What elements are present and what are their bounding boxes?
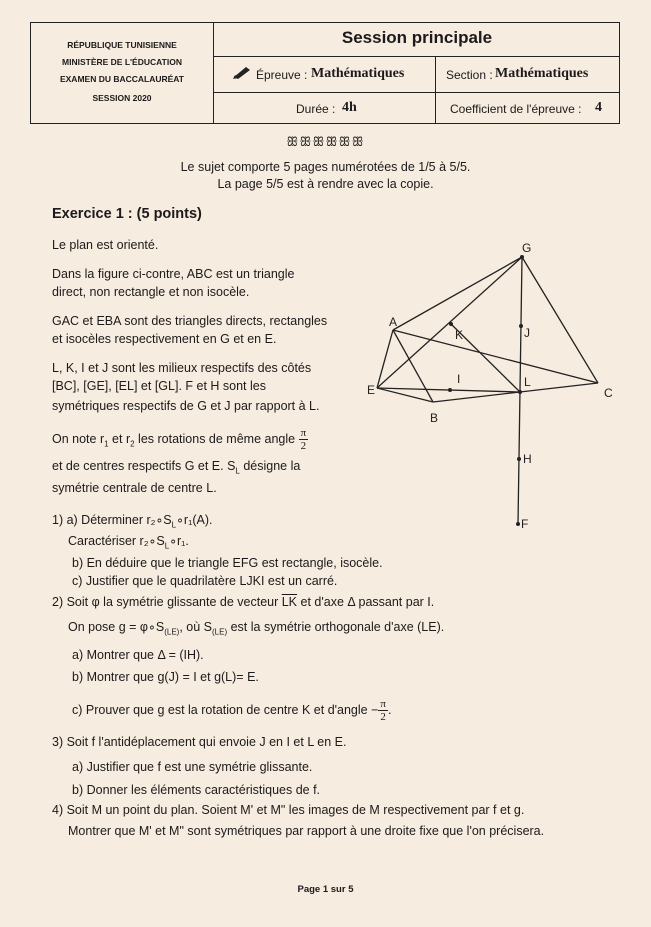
epreuve-label: Épreuve :: [256, 68, 308, 82]
q1a2-text: Caractériser r₂∘S: [68, 534, 165, 548]
duree-value: 4h: [342, 100, 357, 115]
statement-2b: direct, non rectangle et non isocèle.: [52, 285, 250, 299]
statement-4b-gl: [GL]: [154, 379, 179, 393]
official-line-3: EXAMEN DU BACCALAURÉAT: [59, 74, 185, 84]
segment-AC: [393, 330, 598, 383]
point-H: [517, 457, 521, 461]
point-G: [520, 255, 524, 259]
segment-AB: [393, 330, 433, 402]
question-3b: b) Donner les éléments caractéristiques de f.: [72, 783, 321, 797]
official-line-4: SESSION 2020: [92, 93, 152, 103]
section-value: Mathématiques: [495, 66, 589, 81]
label-A: A: [389, 315, 398, 329]
question-3a: a) Justifier que f est une symétrie glissante.: [72, 760, 313, 774]
label-I: I: [457, 372, 461, 386]
official-line-2: MINISTÈRE DE L'ÉDUCATION: [62, 57, 182, 67]
q1a-text: 1) a) Déterminer r₂∘S: [52, 513, 172, 527]
q2-end: et d'axe Δ passant par I.: [297, 595, 435, 609]
q2-text: 2) Soit φ la symétrie glissante de vecteur: [52, 595, 282, 609]
statement-5: On note $r_1$ et $r_2$ les rotations de même angle $\frac{\pi}{2}$: [52, 427, 307, 452]
segment-AE: [377, 330, 393, 388]
point-K: [449, 322, 453, 326]
q2b-sub-1: (LE): [164, 627, 180, 637]
statement-5a: On note r: [52, 431, 105, 446]
frac-den-b: 2: [380, 711, 386, 723]
statement-5c: les rotations de même angle: [134, 431, 296, 446]
label-C: C: [604, 386, 613, 400]
duree-label: Durée :: [296, 102, 336, 116]
epreuve-value: Mathématiques: [311, 66, 405, 81]
frac-num-b: π: [380, 698, 386, 710]
label-E: E: [367, 383, 376, 397]
label-B: B: [430, 411, 439, 425]
statement-5b: et r: [108, 431, 131, 446]
statement-4b-end: . F et H sont les: [178, 379, 266, 393]
label-F: F: [521, 517, 529, 531]
intro-line-2: La page 5/5 est à rendre avec la copie.: [217, 177, 434, 191]
question-2a: a) Montrer que Δ = (IH).: [72, 648, 204, 662]
statement-1: Le plan est orienté.: [52, 238, 159, 252]
statement-4a: L, K, I et J sont les milieux respectifs des côtés: [52, 361, 312, 375]
statement-7: symétrie centrale de centre L.: [52, 481, 217, 495]
statement-2a: Dans la figure ci-contre, ABC est un triangle: [52, 267, 295, 281]
statement-6b: désigne la: [239, 459, 301, 473]
point-F: [516, 522, 520, 526]
question-4b: Montrer que M' et M" sont symétriques par rapport à une droite fixe que l'on précisera.: [68, 824, 545, 838]
q2c-text: c) Prouver que g est la rotation de centre K et d'angle −: [72, 702, 379, 717]
statement-6-sub: L: [235, 466, 240, 476]
intro-line-1: Le sujet comporte 5 pages numérotées de 1/5 à 5/5.: [180, 160, 471, 174]
q2b-sub-2: (LE): [212, 627, 228, 637]
q1a-end: ∘r₁(A).: [176, 513, 213, 527]
ornament: ꕥꕥꕥꕥꕥꕥ: [286, 135, 365, 150]
question-2b: b) Montrer que g(J) = I et g(L)= E.: [72, 670, 259, 684]
question-1b: b) En déduire que le triangle EFG est rectangle, isocèle.: [72, 556, 383, 570]
point-L: [518, 390, 522, 394]
question-2c: c) Prouver que g est la rotation de centre K et d'angle − $\frac{\pi}{2}$ .: [72, 698, 392, 723]
question-1a: 1) a) Déterminer $r_2\circ S_L\circ r_1(A)$.: [52, 513, 213, 530]
coef-label: Coefficient de l'épreuve :: [450, 102, 582, 116]
segment-GA: [393, 257, 522, 330]
label-H: H: [523, 452, 532, 466]
segment-EB: [377, 388, 433, 402]
question-1c: c) Justifier que le quadrilatère LJKI est un carré.: [72, 574, 338, 588]
statement-6a: et de centres respectifs G et E. S: [52, 459, 236, 473]
q1a2-end: ∘r₁.: [169, 534, 189, 548]
question-4a: 4) Soit M un point du plan. Soient M' et M" les images de M respectivement par f et g.: [52, 803, 525, 817]
segment-GC: [522, 257, 598, 383]
label-L: L: [524, 375, 531, 389]
question-3: 3) Soit f l'antidéplacement qui envoie J en I et L en E.: [52, 735, 347, 749]
coef-value: 4: [595, 100, 602, 115]
q2-vector: $\overline{LK}$: [281, 595, 298, 609]
statement-4b-segments: [BC], [GE], [EL]: [52, 379, 138, 393]
statement-3a: GAC et EBA sont des triangles directs, rectangles: [52, 314, 328, 328]
label-J: J: [524, 326, 530, 340]
page-footer: Page 1 sur 5: [297, 884, 354, 895]
statement-4c: symétriques respectifs de G et J par rapport à L.: [52, 399, 320, 413]
q2b-mid: , où S: [179, 620, 212, 634]
label-G: G: [522, 241, 532, 255]
section-label: Section :: [446, 68, 493, 82]
point-I: [448, 388, 452, 392]
official-line-1: RÉPUBLIQUE TUNISIENNE: [67, 40, 177, 50]
frac-num: π: [300, 427, 307, 439]
q2b-end: est la symétrie orthogonale d'axe (LE).: [227, 620, 445, 634]
question-1a-2: Caractériser $r_2\circ S_L\circ r_1$.: [68, 534, 189, 551]
exercise-title: Exercice 1 : (5 points): [52, 206, 202, 222]
point-J: [519, 324, 523, 328]
segment-GE: [377, 257, 522, 388]
statement-4b-and: et: [137, 379, 155, 393]
q2b-text: On pose g = φ∘S: [68, 620, 165, 634]
label-K: K: [455, 328, 464, 342]
statement-3b: et isocèles respectivement en G et en E.: [52, 332, 277, 346]
session-title: Session principale: [341, 28, 493, 47]
frac-den: 2: [300, 440, 307, 452]
